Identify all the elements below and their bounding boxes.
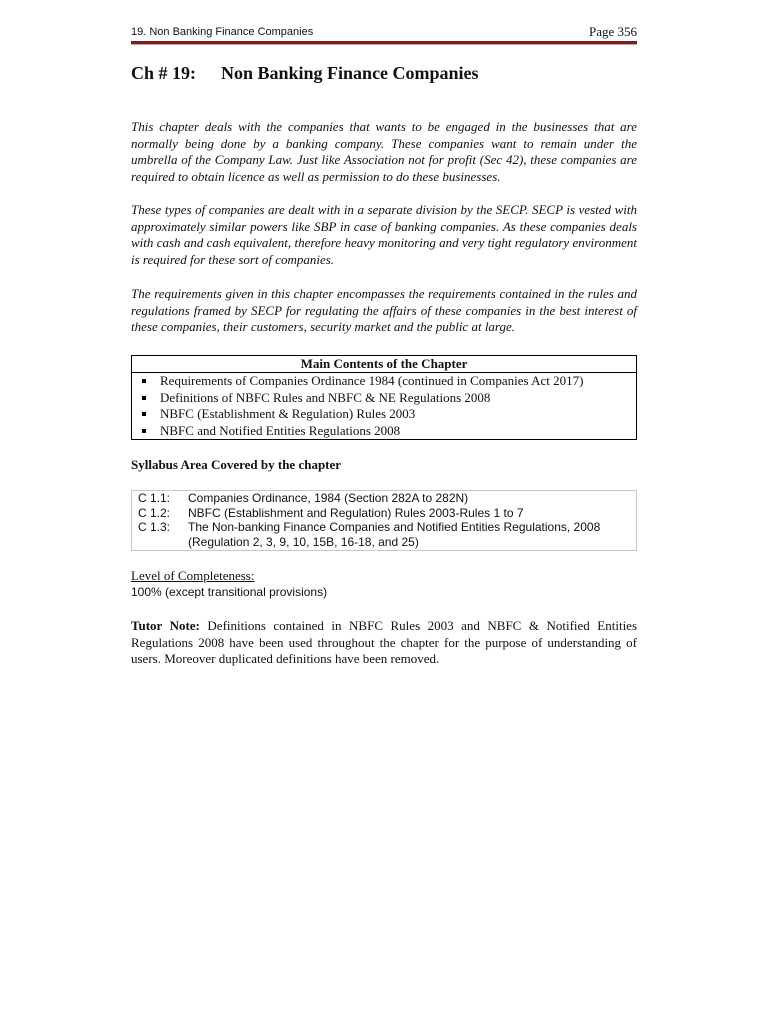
intro-paragraph-3: The requirements given in this chapter encompasses the requirements contained in the rules and regulations framed by SECP for regulating the affairs of these companies in the best interest of these companies, their customers, security market and the public at large. [131, 286, 637, 335]
table-row [132, 535, 636, 550]
list-item [132, 423, 636, 440]
list-item-text: NBFC (Establishment & Regulation) Rules 2003 [160, 406, 416, 421]
table-row [132, 506, 636, 521]
syllabus-desc: NBFC (Establishment and Regulation) Rules 2003-Rules 1 to 7 [188, 505, 524, 520]
syllabus-heading: Syllabus Area Covered by the chapter [131, 457, 342, 472]
syllabus-code: C 1.3: [138, 520, 171, 535]
page-number: Page 356 [588, 24, 637, 39]
completeness-value: 100% (except transitional provisions) [131, 585, 328, 599]
intro-paragraph-2: These types of companies are dealt with in a separate division by the SECP. SECP is vested with approximately similar powers like SBP in case of banking companies. As these companies deals with cash and cash equivalent, therefore heavy monitoring and very tight regulatory environment is required for these sort of companies. [131, 202, 637, 268]
syllabus-desc: (Regulation 2, 3, 9, 10, 15B, 16-18, and 25) [188, 535, 419, 550]
main-contents-list [132, 373, 636, 439]
main-contents-title: Main Contents of the Chapter [132, 356, 636, 373]
chapter-title [131, 63, 479, 84]
bullet-icon [142, 379, 146, 383]
running-header [131, 24, 637, 40]
tutor-note-text: Definitions contained in NBFC Rules 2003 and NBFC & Notified Entities Regulations 2008 have been used throughout the chapter for the purpose of understanding of users. Moreover duplicated definitions have been removed. [131, 618, 638, 667]
tutor-note [131, 618, 637, 668]
syllabus-desc: The Non-banking Finance Companies and Notified Entities Regulations, 2008 [188, 520, 601, 535]
bullet-icon [142, 396, 146, 400]
chapter-number: Ch # 19: [131, 63, 197, 83]
list-item-text: NBFC and Notified Entities Regulations 2008 [160, 422, 401, 438]
list-item-text: Requirements of Companies Ordinance 1984 (continued in Companies Act 2017) [160, 373, 584, 388]
header-rule-shadow [131, 44, 637, 45]
list-item [132, 373, 636, 390]
intro-paragraph-1: This chapter deals with the companies that wants to be engaged in the businesses that are normally being done by a banking company. These companies want to remain under the umbrella of the Company Law. Just like Association not for profit (Sec 42), these companies are required to obtain licence as well as permission to do these businesses. [131, 119, 637, 185]
chapter-title-text: Non Banking Finance Companies [221, 63, 479, 83]
list-item [132, 390, 636, 407]
tutor-note-label: Tutor Note: [131, 618, 200, 633]
syllabus-code: C 1.2: [138, 505, 171, 520]
table-row [132, 491, 636, 506]
bullet-icon [142, 429, 146, 433]
table-row [132, 520, 636, 535]
header-chapter-ref: 19. Non Banking Finance Companies [131, 26, 314, 38]
completeness-label: Level of Completeness: [131, 568, 255, 583]
syllabus-table [131, 490, 637, 551]
syllabus-desc: Companies Ordinance, 1984 (Section 282A to 282N) [188, 491, 469, 505]
syllabus-code: C 1.1: [138, 491, 171, 505]
list-item [132, 406, 636, 423]
list-item-text: Definitions of NBFC Rules and NBFC & NE Regulations 2008 [160, 389, 491, 405]
main-contents-box [131, 355, 637, 440]
bullet-icon [142, 412, 146, 416]
